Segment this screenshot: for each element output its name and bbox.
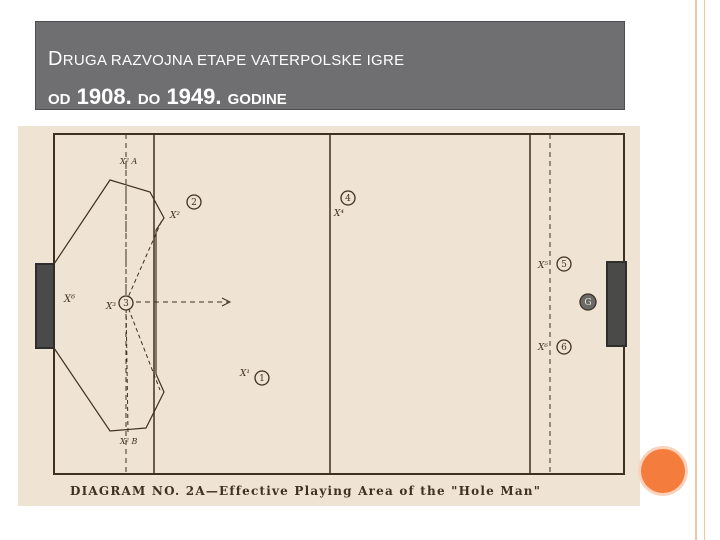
title-cap: D	[48, 48, 63, 70]
marker-x6-left: X⁶	[64, 294, 76, 305]
slide-title-line2	[48, 84, 287, 110]
decorative-border-line	[704, 0, 705, 540]
goalie-label: G	[584, 298, 592, 308]
marker-x-b: X² B	[120, 437, 138, 446]
title-year1: 1908.	[76, 84, 132, 109]
marker-x6-right: X⁶	[538, 343, 549, 353]
marker-x-a: X² A	[120, 157, 138, 166]
title-godine: GODINE	[227, 91, 287, 108]
player-3-label: 3	[123, 299, 129, 309]
marker-x3: X³	[106, 302, 117, 312]
player-5-label: 5	[561, 260, 567, 270]
player-6-label: 6	[561, 343, 567, 353]
left-goal	[36, 264, 54, 348]
right-goal	[607, 262, 626, 346]
title-do: DO	[137, 91, 161, 108]
diagram-paper	[18, 126, 640, 506]
player-1-label: 1	[259, 374, 265, 384]
player-4-label: 4	[345, 194, 351, 204]
title-rest: RUGA RAZVOJNA ETAPE VATERPOLSKE IGRE	[62, 52, 405, 69]
title-year2: 1949.	[166, 84, 222, 109]
water-polo-field-diagram	[18, 126, 640, 506]
marker-x1: X¹	[240, 369, 251, 379]
decorative-orange-circle	[641, 449, 685, 493]
player-2-label: 2	[191, 198, 197, 208]
marker-x4: X⁴	[334, 209, 345, 219]
marker-x2: X²	[170, 211, 181, 221]
diagram-caption: DIAGRAM NO. 2A—Effective Playing Area of the "Hole Man"	[70, 484, 542, 498]
decorative-border-line	[695, 0, 697, 540]
slide-title-line1	[48, 48, 404, 71]
marker-x5: X⁵	[538, 261, 549, 271]
title-od: OD	[48, 91, 71, 108]
slide-title-box	[35, 21, 625, 110]
